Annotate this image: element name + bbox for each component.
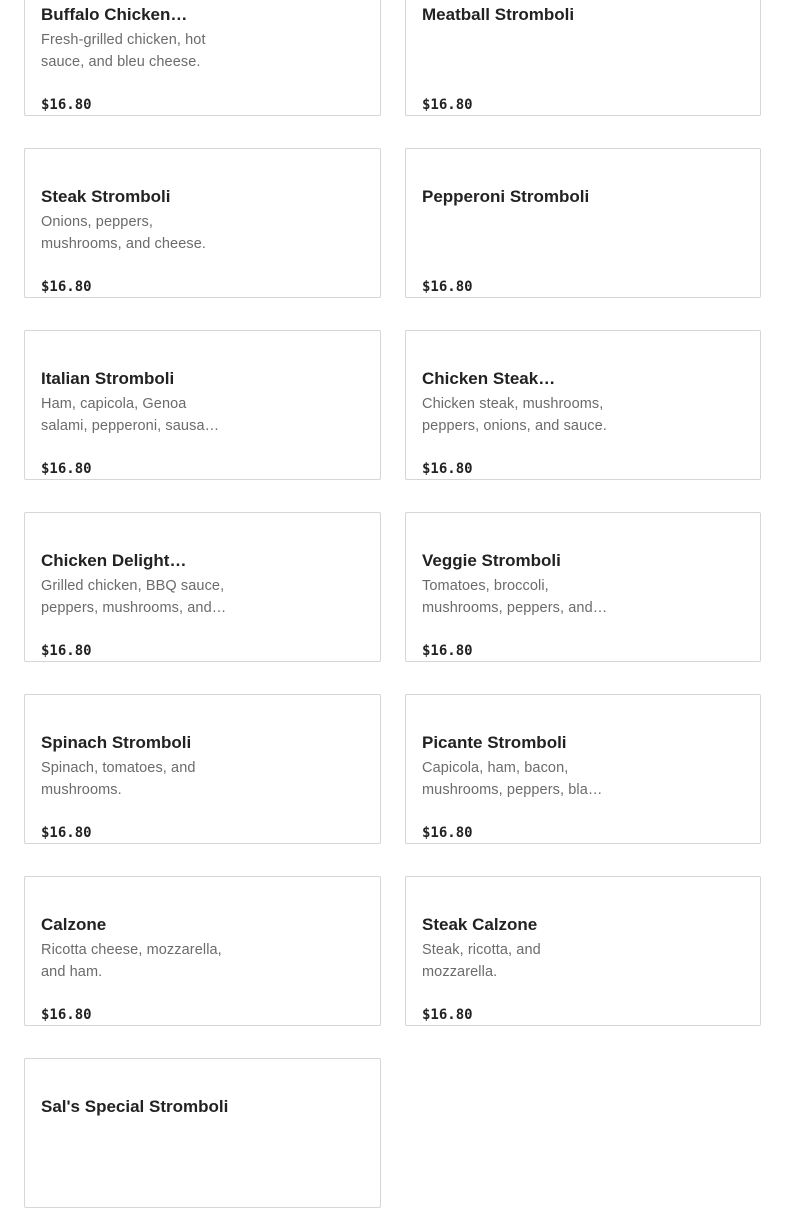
menu-item-name: Sal's Special Stromboli	[41, 1097, 229, 1116]
menu-item-name: Steak Stromboli	[41, 187, 171, 206]
menu-item-name: Meatball Stromboli	[422, 5, 575, 24]
menu-item-price: $16.80	[422, 97, 473, 113]
menu-item-price: $16.80	[422, 279, 473, 295]
menu-item-name: Italian Stromboli	[41, 369, 175, 388]
menu-item-name: Calzone	[41, 915, 107, 934]
menu-item-card[interactable]	[24, 512, 381, 662]
menu-item-name: Buffalo Chicken…	[41, 5, 188, 24]
menu-item-description: Spinach, tomatoes, and mushrooms.	[41, 760, 196, 798]
menu-item-card[interactable]	[24, 876, 381, 1026]
menu-item-card[interactable]	[405, 148, 761, 298]
menu-item-card[interactable]	[405, 512, 761, 662]
menu-item-price: $16.80	[422, 643, 473, 659]
menu-item-description: Capicola, ham, bacon, mushrooms, peppers, bla…	[422, 760, 603, 798]
menu-item-description: Steak, ricotta, and mozzarella.	[422, 942, 541, 980]
menu-item-price: $16.80	[41, 643, 92, 659]
menu-item-card[interactable]	[24, 0, 381, 116]
menu-item-description: Fresh-grilled chicken, hot sauce, and bleu cheese.	[41, 32, 206, 70]
menu-item-card[interactable]	[405, 330, 761, 480]
menu-item-description: Chicken steak, mushrooms, peppers, onions, and sauce.	[422, 396, 607, 434]
menu-item-card[interactable]	[24, 148, 381, 298]
menu-item-card[interactable]	[405, 876, 761, 1026]
menu-item-name: Chicken Delight…	[41, 551, 187, 570]
menu-item-name: Chicken Steak…	[422, 369, 556, 388]
menu-item-description: Grilled chicken, BBQ sauce, peppers, mushrooms, and…	[41, 578, 227, 616]
menu-item-name: Pepperoni Stromboli	[422, 187, 590, 206]
menu-item-card[interactable]	[24, 330, 381, 480]
menu-item-price: $16.80	[41, 461, 92, 477]
menu-item-price: $16.80	[41, 825, 92, 841]
menu-item-price: $16.80	[41, 97, 92, 113]
menu-items-grid	[24, 0, 761, 1208]
menu-item-name: Picante Stromboli	[422, 733, 567, 752]
menu-item-description: Tomatoes, broccoli, mushrooms, peppers, and…	[422, 578, 608, 616]
menu-item-description: Ricotta cheese, mozzarella, and ham.	[41, 942, 222, 980]
menu-item-price: $16.80	[422, 825, 473, 841]
menu-item-card[interactable]	[405, 0, 761, 116]
menu-item-price: $16.80	[422, 1007, 473, 1023]
menu-item-name: Steak Calzone	[422, 915, 538, 934]
menu-item-price: $16.80	[422, 461, 473, 477]
menu-item-description: Ham, capicola, Genoa salami, pepperoni, sausa…	[41, 396, 220, 434]
menu-item-price: $16.80	[41, 279, 92, 295]
menu-item-card[interactable]	[24, 1058, 381, 1208]
menu-item-description: Onions, peppers, mushrooms, and cheese.	[41, 214, 207, 252]
menu-item-card[interactable]	[24, 694, 381, 844]
menu-item-card[interactable]	[405, 694, 761, 844]
menu-item-name: Veggie Stromboli	[422, 551, 561, 570]
menu-item-price: $16.80	[41, 1007, 92, 1023]
menu-item-name: Spinach Stromboli	[41, 733, 192, 752]
